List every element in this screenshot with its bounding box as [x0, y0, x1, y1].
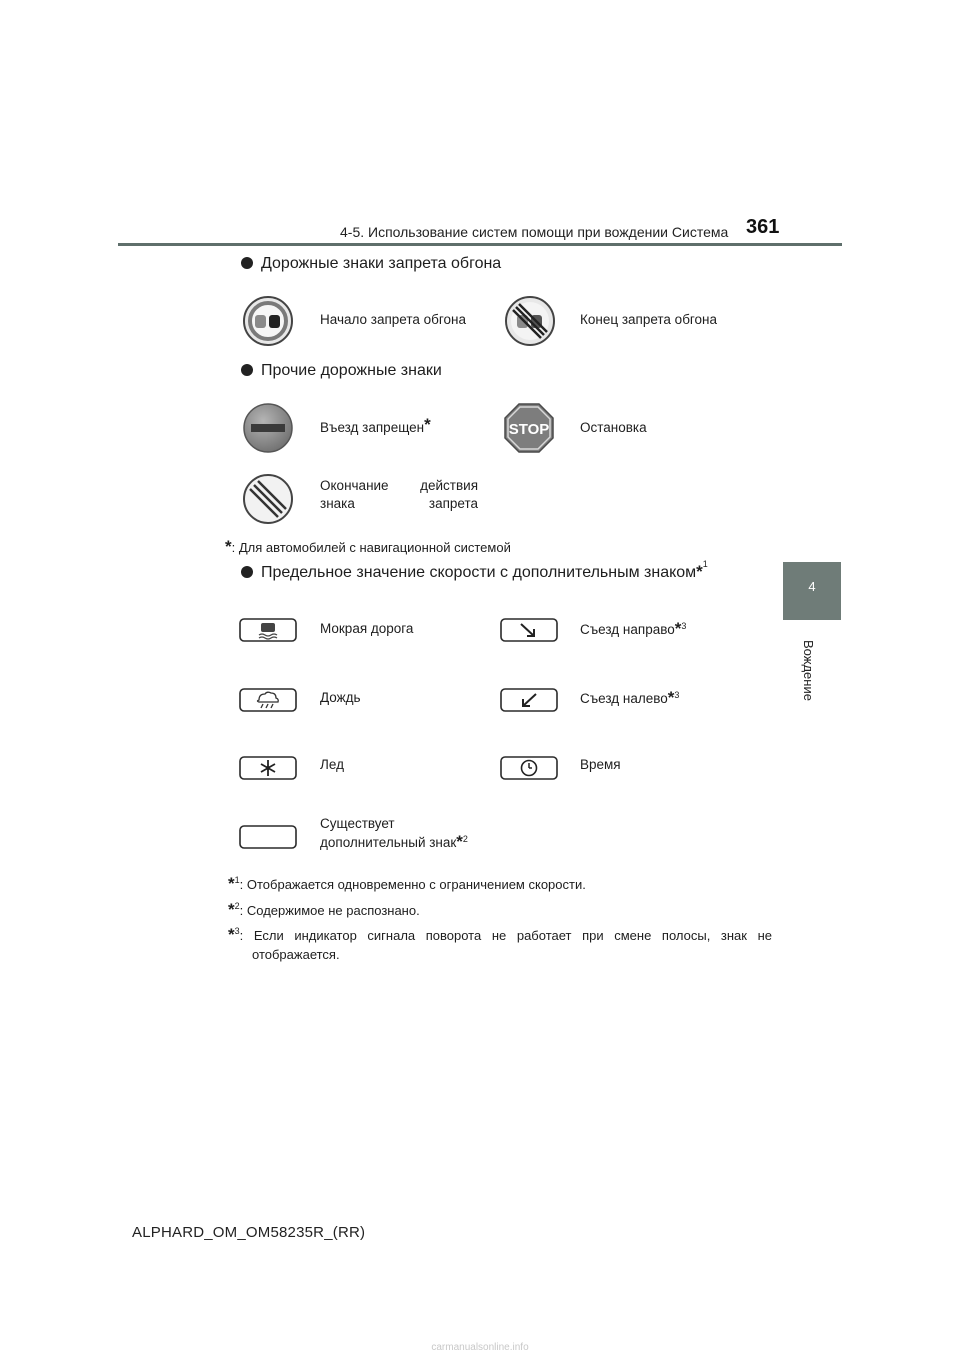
section-heading-overtaking: Дорожные знаки запрета обгона: [241, 255, 501, 273]
footnote-1: *$^1$: Отображается одновременно с ограничением скорости.: [228, 874, 586, 893]
sign-label: Конец запрета обгона: [580, 312, 718, 327]
page-number: 361: [746, 216, 780, 238]
document-code-footer: ALPHARD_OM_OM58235R_(RR): [132, 1224, 366, 1241]
sign-label: Время: [580, 757, 621, 772]
time-plate-icon: [500, 756, 558, 780]
no-entry-sign-icon: [242, 402, 294, 454]
footnote-2: *$^2$: Содержимое не распознано.: [228, 900, 420, 919]
end-no-overtaking-sign-icon: [504, 295, 556, 347]
watermark: carmanualsonline.info: [431, 1342, 529, 1353]
sign-label: Съезд направо*$^3$: [580, 619, 687, 638]
footnote-3: *$^3$: Если индикатор сигнала поворота не работает при смене полосы, знак не отображается.: [228, 925, 772, 962]
sign-label: Остановка: [580, 420, 647, 435]
sign-label: Существует дополнительный знак*$^2$: [320, 816, 468, 851]
bullet-icon: [241, 364, 253, 376]
stop-sign-text: STOP: [508, 421, 550, 438]
chapter-tab: 4: [783, 562, 841, 620]
bullet-icon: [241, 566, 253, 578]
sign-label: Съезд налево*$^3$: [580, 688, 680, 707]
exit-left-plate-icon: [500, 688, 558, 712]
sign-label: Начало запрета обгона: [320, 312, 466, 327]
chapter-tab-label: Вождение: [801, 640, 816, 701]
bullet-icon: [241, 257, 253, 269]
section-heading-other: Прочие дорожные знаки: [241, 362, 442, 380]
footnote-navigation: *: Для автомобилей с навигационной системой: [225, 537, 511, 556]
header-divider: [118, 243, 842, 246]
sign-label: Въезд запрещен*: [320, 415, 431, 435]
stop-sign-icon: [503, 402, 555, 454]
page-header-title: 4-5. Использование систем помощи при вождении Система: [340, 224, 729, 240]
sign-label: Дождь: [320, 690, 361, 705]
sign-label: Мокрая дорога: [320, 621, 414, 636]
blank-plate-icon: [239, 825, 297, 849]
section-heading-speed: Предельное значение скорости с дополнительным знаком*$^1$: [241, 562, 708, 582]
no-overtaking-sign-icon: [242, 295, 294, 347]
end-of-restrictions-sign-icon: [242, 473, 294, 525]
rain-plate-icon: [239, 688, 297, 712]
sign-label: Окончание действия знака запрета: [320, 478, 478, 511]
exit-right-plate-icon: [500, 618, 558, 642]
sign-label: Лед: [320, 757, 344, 772]
wet-road-plate-icon: [239, 618, 297, 642]
ice-plate-icon: [239, 756, 297, 780]
